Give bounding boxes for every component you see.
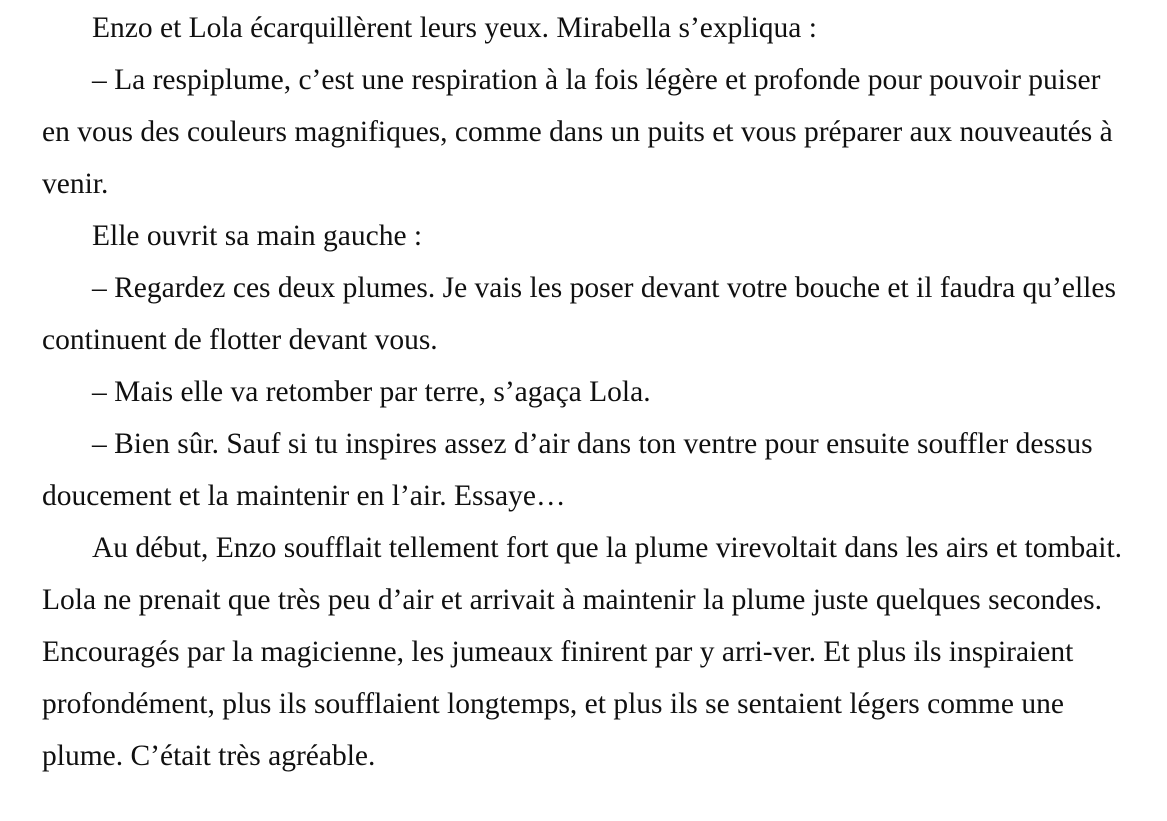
paragraph-7: Au début, Enzo soufflait tellement fort que la plume virevoltait dans les airs et tombait. Lola ne prenait que très peu d’air et arrivait à maintenir la plume juste quelques secondes. Encouragés par la magicienne, les jumeaux finirent par y arri-ver. Et plus ils inspiraient profondément, plus ils soufflaient longtemps, et plus ils se sentaient légers comme une plume. C’était très agréable. (42, 532, 1123, 772)
paragraph-5: – Mais elle va retomber par terre, s’agaça Lola. (92, 376, 651, 408)
paragraph-1: Enzo et Lola écarquillèrent leurs yeux. Mirabella s’expliqua : (92, 12, 817, 44)
paragraph-2: – La respiplume, c’est une respiration à la fois légère et profonde pour pouvoir puiser en vous des couleurs magnifiques, comme dans un puits et vous préparer aux nouveautés à venir. (42, 64, 1113, 200)
book-text-block (42, 0, 1127, 782)
paragraph-3: Elle ouvrit sa main gauche : (92, 220, 423, 252)
paragraph-6: – Bien sûr. Sauf si tu inspires assez d’air dans ton ventre pour ensuite souffler dessus doucement et la maintenir en l’air. Essaye… (42, 428, 1093, 512)
paragraph-4: – Regardez ces deux plumes. Je vais les poser devant votre bouche et il faudra qu’elles continuent de flotter devant vous. (42, 272, 1116, 356)
